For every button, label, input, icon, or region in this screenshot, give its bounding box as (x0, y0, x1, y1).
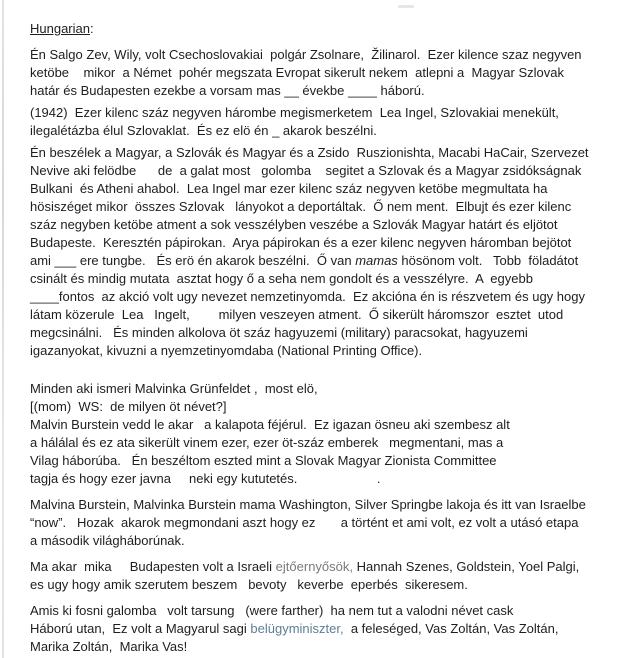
blue-word-belugyminiszter: belügyminiszter, (250, 621, 344, 636)
paragraph-3 (30, 144, 616, 360)
paragraph-5 (30, 496, 616, 550)
text-line: a második világháborúnak. (30, 533, 185, 548)
text-line-with-blue-word (30, 620, 616, 638)
text-line: Amis ki fosni galomba volt tarsung (were farther) ha nem tut a valodni névet cask (30, 603, 514, 618)
text-line: száz negyben ketöbe atment a sok vesszélyben veszébe a Szlovák Magyar határt és eljötot (30, 217, 558, 232)
paragraph-7 (30, 602, 616, 656)
text-segment: a feleséged, Vas Zoltán, Vas Zoltán, (343, 621, 559, 636)
paragraph-4 (30, 380, 616, 488)
text-line: hösiszéget mikor összes Szlovak lányokot a deportáltak. Ő nem ment. Elbujt és ezer kilenc (30, 199, 572, 214)
paragraph-6 (30, 558, 616, 594)
text-line: ketöbe mikor a Német pohér megszata Evropat sikerult nekem atlepni a Magyar Szlovak (30, 65, 564, 80)
text-line: (1942) Ezer kilenc száz negyven hárombe megismerketem Lea Ingel, Szlovakiai menekült, (30, 105, 559, 120)
text-segment: Háború utan, Ez volt a Magyarul sagi (30, 621, 251, 636)
text-line: Marika Zoltán, Marika Vas! (30, 639, 188, 654)
paragraph-1 (30, 46, 616, 100)
text-line: [(mom) WS: de milyen öt névet?] (30, 399, 227, 414)
text-line: Minden aki ismeri Malvinka Grünfeldet , most elö, (30, 381, 318, 396)
text-line: tagja és hogy ezer javna neki egy kututetés. . (30, 471, 381, 486)
text-segment: Hannah Szenes, Goldstein, Yoel Palgi, (353, 559, 580, 574)
text-line: megcsinálni. És minden alkolova öt száz hagyuzemi (military) paracsokat, hagyuzemi (30, 325, 528, 340)
text-line: Budapeste. Keresztén pápirokan. Arya pápirokan és a ezer kilenc negyven háromban bejötot (30, 235, 572, 250)
paragraph-2 (30, 104, 616, 140)
text-line-with-italic (30, 252, 616, 270)
text-line: Malvina Burstein, Malvinka Burstein mama Washington, Silver Springbe lakoja és itt van Israelbe (30, 497, 586, 512)
text-line-with-gray-word (30, 558, 616, 576)
text-line: a hálálal és ez ata sikerült vinem ezer, ezer öt-száz emberek megmentani, mas a (30, 435, 504, 450)
text-line: Nevive aki felödbe de a galat most golomba segitet a Szlovak és a Magyar zsidókságnak (30, 163, 582, 178)
text-line: ____fontos az akció volt ugy nevezet nemzetinyomda. Ez akcióna én is részvetem és ugy hogy (30, 289, 585, 304)
text-line: látam közerule Lea Ingelt, milyen veszeyen atment. Ő sikerült háromszor esztet utod (30, 307, 564, 322)
text-line: “now”. Hozak akarok megmondani aszt hogy ez a történt et ami volt, ez volt a utásó etapa (30, 515, 579, 530)
text-line: Bulkani és Atheni ahabol. Lea Ingel mar ezer kilenc száz negyven ketöbe megmultata ha (30, 181, 548, 196)
document-heading (30, 20, 616, 38)
heading-text: Hungarian (30, 21, 90, 36)
text-line: Én beszélek a Magyar, a Szlovák és Magyar és a Zsido Ruszionishta, Macabi HaCair, Szervezet (30, 145, 589, 160)
text-segment: hösönom volt. Tobb föladátot (397, 253, 579, 268)
text-line: Vilag háborúba. Én beszéltom eszted mint a Slovak Magyar Zionista Committee (30, 453, 497, 468)
text-segment: ami ___ ere tungbe. És erö én akarok beszélni. Ő van (30, 253, 356, 268)
text-line: ilegalétázba élul Szlovaklat. És ez elö én _ akarok beszélni. (30, 123, 377, 138)
text-line: igazanyokat, kivuzni a nyemzetinyomdaba (National Printing Office). (30, 343, 423, 358)
italic-word-mamas: mamas (355, 253, 398, 268)
text-line: Malvin Burstein vedd le akar a kalapota féjérul. Ez igazan ösneu aki szembesz alt (30, 417, 510, 432)
text-line: Én Salgo Zev, Wily, volt Csechoslovakiai polgár Zsolnare, Žilinarol. Ezer kilence szaz negyven (30, 47, 582, 62)
text-line: határ és Budapesten ezekbe a vorsam mas __ évekbe ____ háború. (30, 83, 425, 98)
gray-word-ejtoernyosok: ejtőernyősök, (275, 559, 353, 574)
text-line: csinált és mindig mutata asztat hogy ő a seha nem gondolt és a vesszélyre. A egyebb (30, 271, 533, 286)
text-segment: Ma akar mika Budapesten volt a Israeli (30, 559, 276, 574)
heading-colon: : (90, 21, 94, 36)
text-line: es ugy hogy amik szerutem beszem bevoty keverbe eperbés sikeresem. (30, 577, 468, 592)
